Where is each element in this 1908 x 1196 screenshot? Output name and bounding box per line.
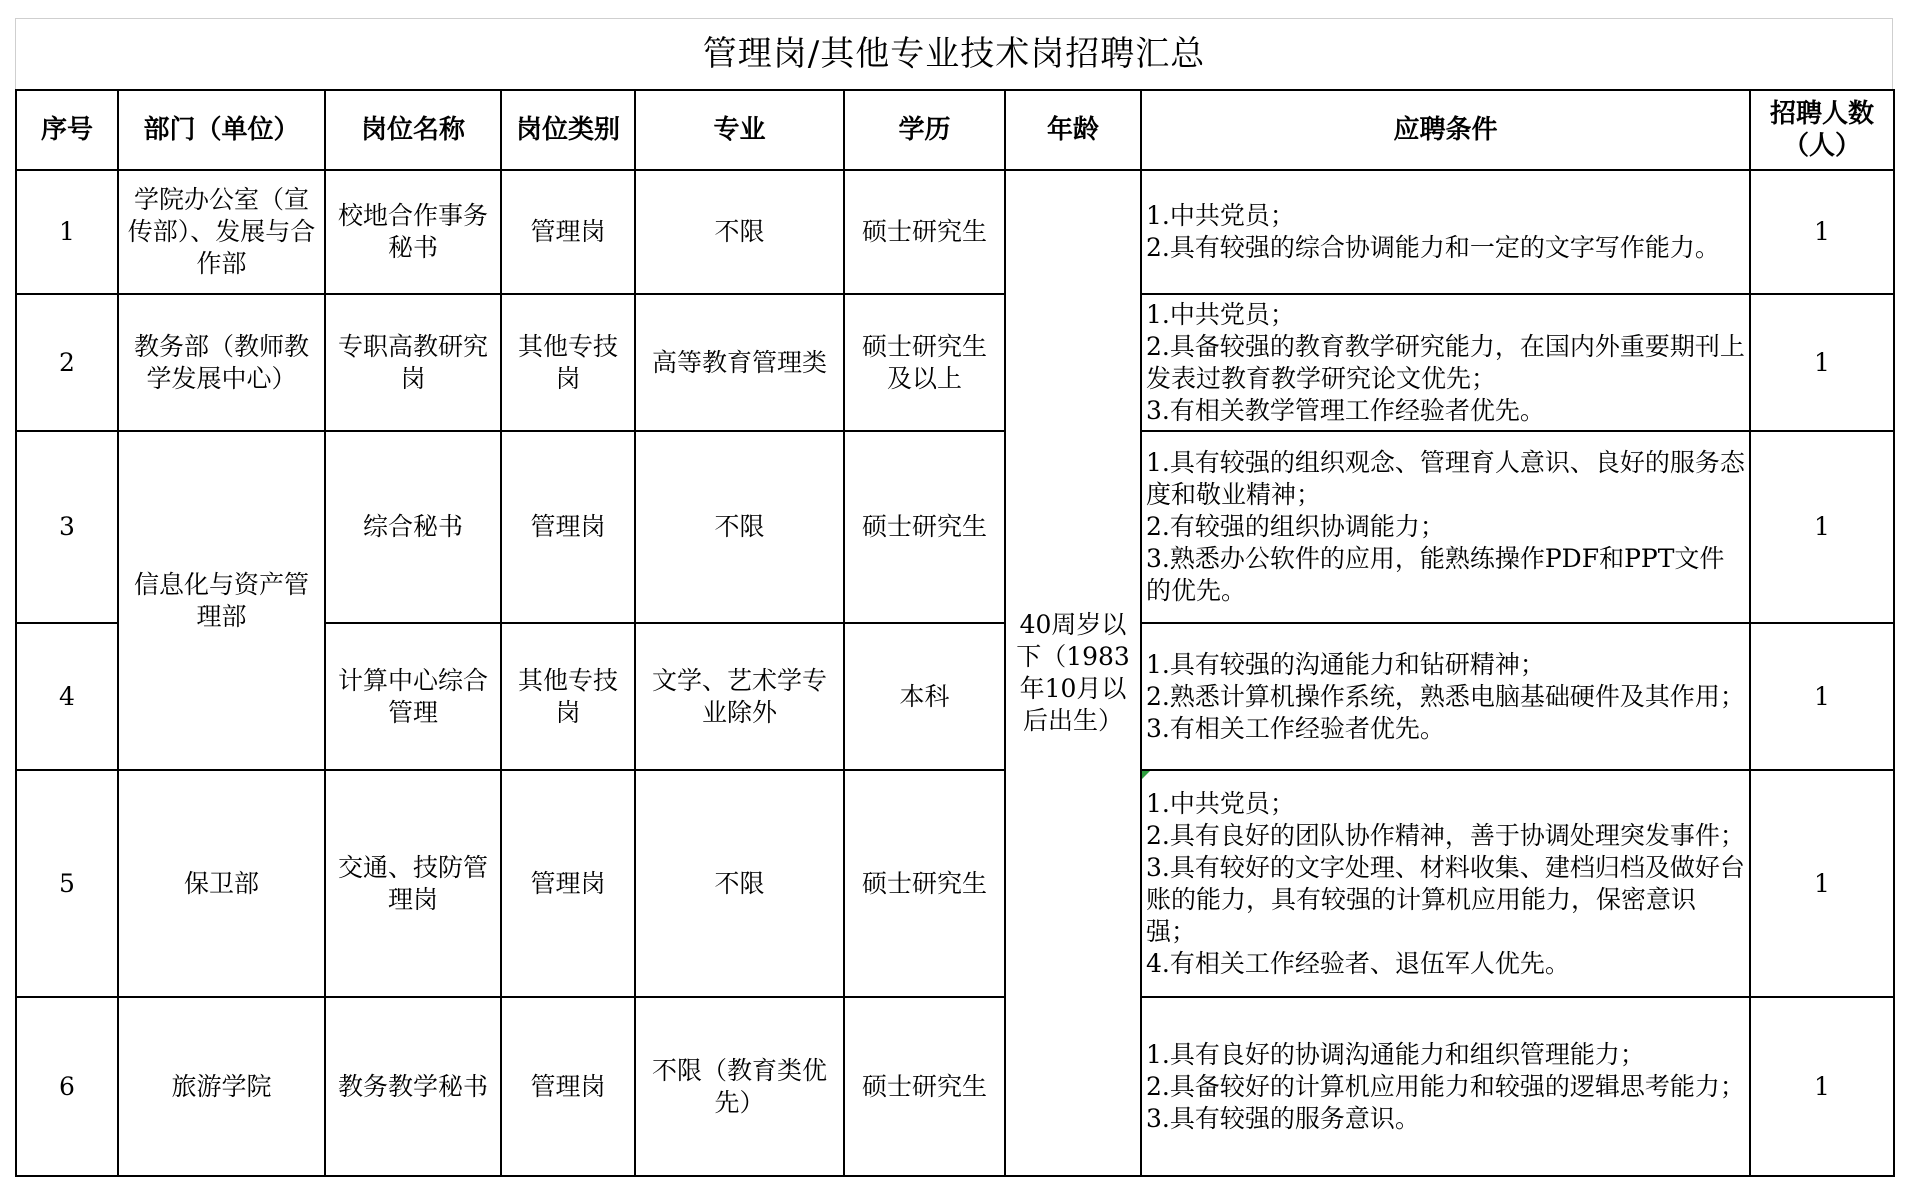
cell-position-text: 交通、技防管理岗 [337,852,488,914]
header-conditions: 应聘条件 [1141,90,1750,170]
cell-category-text: 管理岗 [530,512,606,541]
condition-line: 4.有相关工作经验者、退伍军人优先。 [1146,948,1570,978]
table-row [16,997,1894,1176]
cell-category [501,770,635,997]
condition-line: 2.具有良好的团队协作精神，善于协调处理突发事件； [1146,820,1745,850]
cell-dept [118,997,325,1176]
cell-conditions [1141,770,1750,997]
cell-category [501,431,635,623]
cell-count: 1 [1750,170,1894,294]
cell-education-text: 硕士研究生 [861,868,987,898]
cell-major-text: 不限 [714,512,765,541]
cell-education [844,623,1005,770]
header-category: 岗位类别 [501,90,635,170]
cell-conditions [1141,431,1750,623]
cell-category-text: 管理岗 [530,217,606,246]
cell-position-text: 专职高教研究岗 [337,331,488,393]
cell-category-text: 其他专技岗 [517,331,618,393]
cell-count: 1 [1750,770,1894,997]
header-count-text: 招聘人数（人） [1769,99,1874,161]
cell-dept-text: 学院办公室（宣传部）、发展与合作部 [127,185,316,278]
header-count [1750,90,1894,170]
cell-dept-text: 教务部（教师教学发展中心） [133,331,309,393]
condition-line: 2.具备较好的计算机应用能力和较强的逻辑思考能力； [1146,1071,1745,1101]
cell-position-text: 教务教学秘书 [337,1071,488,1101]
condition-line: 3.具有较强的服务意识。 [1146,1103,1420,1133]
cell-position [325,294,501,431]
cell-education [844,170,1005,294]
cell-conditions [1141,997,1750,1176]
cell-seq: 1 [16,170,118,294]
header-position: 岗位名称 [325,90,501,170]
cell-position [325,770,501,997]
cell-position-text: 计算中心综合管理 [337,665,488,727]
header-age: 年龄 [1005,90,1141,170]
condition-line: 1.具有良好的协调沟通能力和组织管理能力； [1146,1039,1645,1069]
cell-position [325,997,501,1176]
table-header-row [16,90,1894,170]
cell-position-text: 综合秘书 [362,512,463,541]
cell-major [635,623,844,770]
condition-line: 1.中共党员； [1146,788,1295,818]
cell-dept-text: 信息化与资产管理部 [133,569,309,631]
cell-major [635,294,844,431]
condition-line: 1.具有较强的沟通能力和钻研精神； [1146,649,1545,679]
condition-line: 3.有相关工作经验者优先。 [1146,713,1445,743]
condition-line: 1.具有较强的组织观念、管理育人意识、良好的服务态度和敬业精神； [1146,448,1745,509]
cell-position-text: 校地合作事务秘书 [337,201,488,262]
condition-line: 3.熟悉办公软件的应用，能熟练操作PDF和PPT文件的优先。 [1146,544,1725,605]
cell-dept-text: 旅游学院 [171,1071,272,1101]
cell-conditions [1141,294,1750,431]
cell-education [844,770,1005,997]
cell-major-text: 不限 [714,868,765,898]
cell-seq: 3 [16,431,118,623]
cell-seq: 4 [16,623,118,770]
cell-category-text: 管理岗 [530,1071,606,1101]
condition-line: 1.中共党员； [1146,299,1295,329]
cell-count: 1 [1750,431,1894,623]
cell-major [635,431,844,623]
cell-position [325,431,501,623]
cell-major [635,170,844,294]
cell-category [501,623,635,770]
cell-position [325,623,501,770]
table-row [16,431,1894,623]
condition-line: 3.有相关教学管理工作经验者优先。 [1146,395,1545,425]
condition-line: 1.中共党员； [1146,201,1295,230]
cell-seq: 6 [16,997,118,1176]
sheet-title: 管理岗/其他专业技术岗招聘汇总 [15,18,1893,89]
cell-dept [118,170,325,294]
cell-count: 1 [1750,623,1894,770]
cell-education [844,431,1005,623]
cell-education [844,294,1005,431]
cell-education-text: 硕士研究生 [861,217,987,246]
cell-category [501,170,635,294]
cell-position [325,170,501,294]
recruitment-table [15,89,1895,1177]
header-major: 专业 [635,90,844,170]
cell-major [635,770,844,997]
condition-line: 3.具有较好的文字处理、材料收集、建档归档及做好台账的能力，具有较强的计算机应用能力，保密意识强； [1146,852,1745,946]
cell-major-text: 不限 [714,217,765,246]
cell-count: 1 [1750,294,1894,431]
cell-category-text: 管理岗 [530,868,606,898]
recruitment-sheet [15,18,1893,1177]
cell-dept [118,294,325,431]
condition-line: 2.具备较强的教育教学研究能力，在国内外重要期刊上发表过教育教学研究论文优先； [1146,331,1745,393]
cell-education-text: 硕士研究生及以上 [861,331,987,393]
cell-education-text: 硕士研究生 [861,512,987,541]
cell-dept [118,770,325,997]
cell-dept-text: 保卫部 [183,868,259,898]
header-seq: 序号 [16,90,118,170]
cell-education [844,997,1005,1176]
cell-seq: 5 [16,770,118,997]
cell-education-text: 硕士研究生 [861,1071,987,1101]
cell-category [501,294,635,431]
cell-conditions [1141,623,1750,770]
cell-major [635,997,844,1176]
cell-major-text: 不限（教育类优先） [651,1055,827,1117]
table-row [16,294,1894,431]
cell-dept [118,431,325,770]
cell-age-shared [1005,170,1141,1176]
table-row [16,170,1894,294]
condition-line: 2.熟悉计算机操作系统，熟悉电脑基础硬件及其作用； [1146,681,1745,711]
cell-conditions [1141,170,1750,294]
header-dept: 部门（单位） [118,90,325,170]
cell-category [501,997,635,1176]
cell-count: 1 [1750,997,1894,1176]
condition-line: 2.具有较强的综合协调能力和一定的文字写作能力。 [1146,233,1720,262]
cell-category-text: 其他专技岗 [517,665,618,727]
cell-major-text: 高等教育管理类 [651,347,827,377]
cell-age-text: 40周岁以下（1983年10月以后出生） [1016,610,1130,735]
table-row [16,770,1894,997]
cell-education-text: 本科 [899,681,950,711]
header-education: 学历 [844,90,1005,170]
condition-line: 2.有较强的组织协调能力； [1146,512,1445,541]
cell-seq: 2 [16,294,118,431]
cell-major-text: 文学、艺术学专业除外 [651,665,827,727]
